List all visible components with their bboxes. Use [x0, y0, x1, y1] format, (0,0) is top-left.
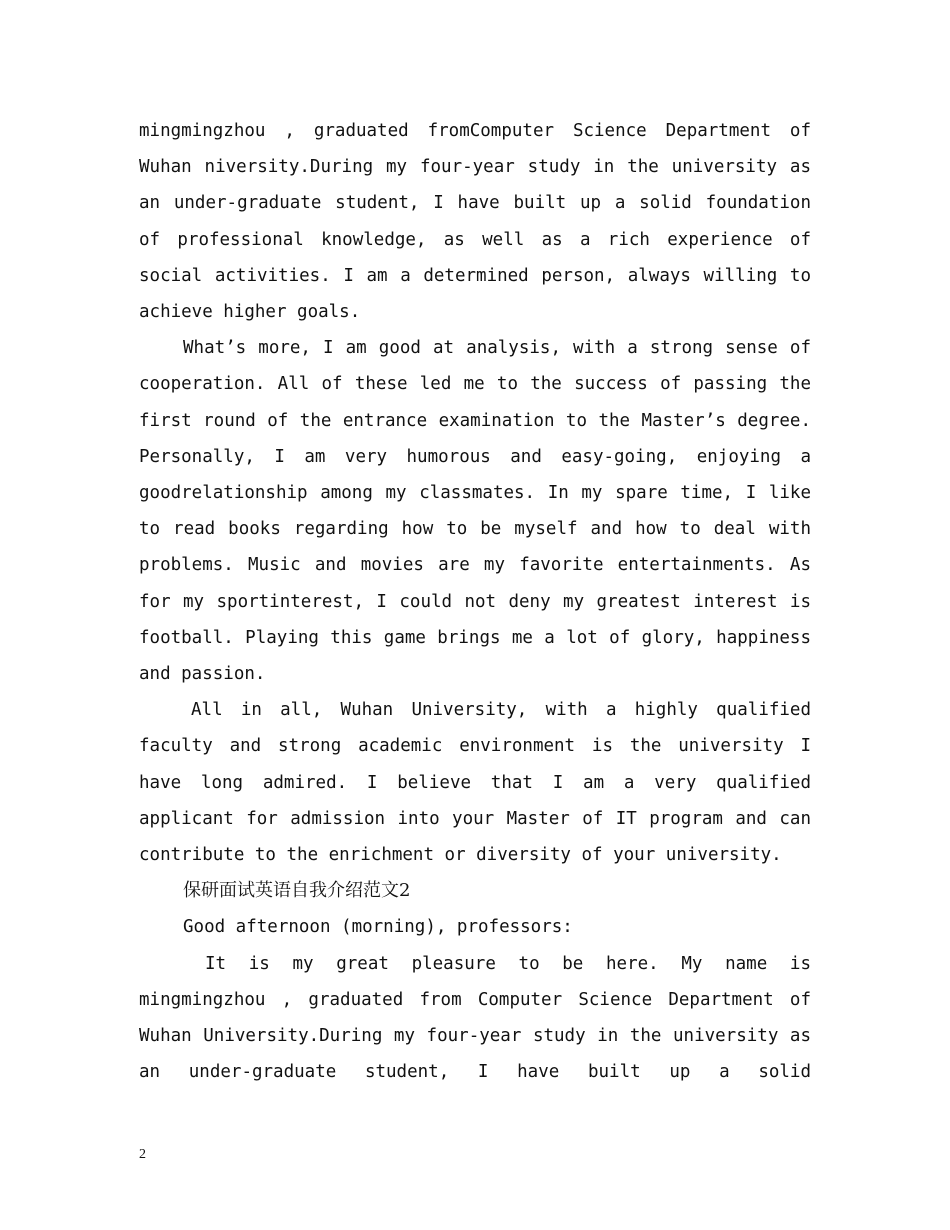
document-body	[139, 113, 811, 1090]
paragraph-intro-continued: mingmingzhou , graduated fromComputer Science Department of Wuhan niversity.During my four-year study in the university as an under-graduate student, I have built up a solid foundation of professional knowledge, as well as a rich experience of social activities. I am a determined person, always willing to achieve higher goals.	[139, 121, 811, 323]
page-number: 2	[139, 1147, 146, 1162]
paragraph-introduction: It is my great pleasure to be here. My name is mingmingzhou , graduated from Computer Science Department of Wuhan University.During my four-year study in the university as an under-graduate student, I have built up a solid	[139, 953, 811, 1083]
greeting-line: Good afternoon (morning), professors:	[183, 917, 573, 938]
paragraph-personality: What’s more, I am good at analysis, with a strong sense of cooperation. All of these led me to the success of passing the first round of the entrance examination to the Master’s degree. Personally, I am very humorous and easy-going, enjoying a goodrelationship among my classmates. In my spare time, I like to read books regarding how to be myself and how to deal with problems. Music and movies are my favorite entertainments. As for my sportinterest, I could not deny my greatest interest is football. Playing this game brings me a lot of glory, happiness and passion.	[139, 338, 811, 685]
paragraph-conclusion: All in all, Wuhan University, with a highly qualified faculty and strong academic environment is the university I have long admired. I believe that I am a very qualified applicant for admission into your Master of IT program and can contribute to the enrichment or diversity of your university.	[139, 700, 811, 866]
section-heading: 保研面试英语自我介绍范文2	[183, 880, 411, 902]
